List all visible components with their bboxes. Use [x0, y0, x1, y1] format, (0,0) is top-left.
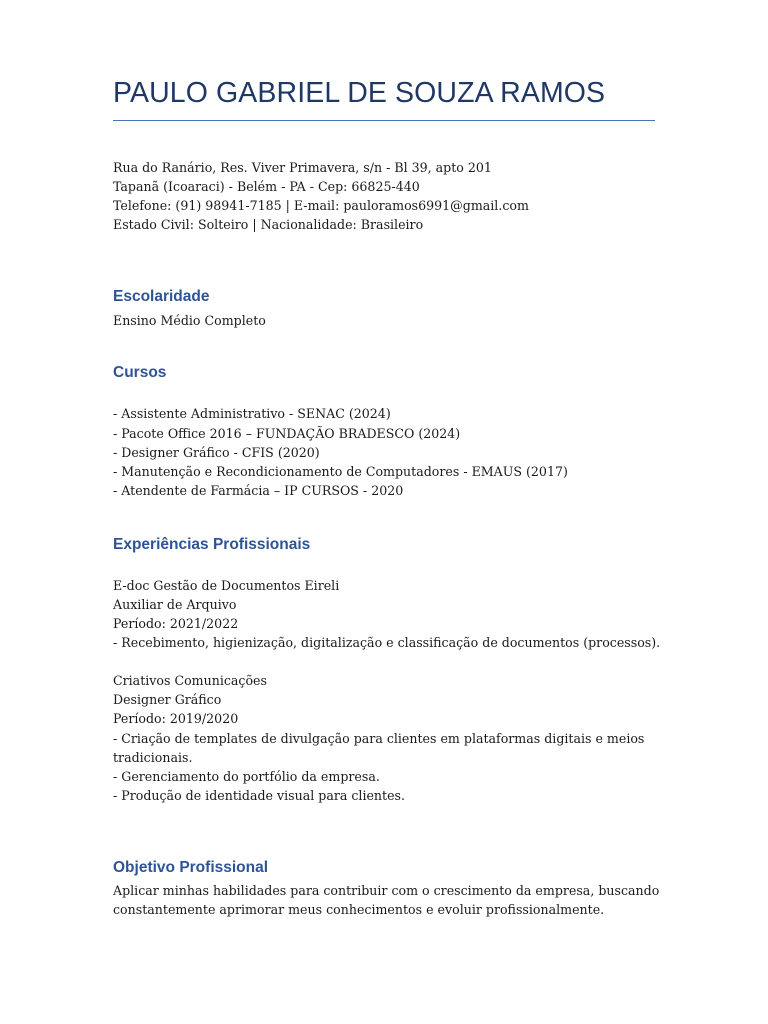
job-task: - Gerenciamento do portfólio da empresa. — [113, 769, 380, 784]
curso-item: - Designer Gráfico - CFIS (2020) — [113, 445, 320, 460]
job-role: Auxiliar de Arquivo — [113, 597, 237, 612]
contact-phone-email: Telefone: (91) 98941-7185 | E-mail: pauloramos6991@gmail.com — [113, 198, 529, 213]
job-company: Criativos Comunicações — [113, 673, 267, 688]
escolaridade-text: Ensino Médio Completo — [113, 313, 266, 328]
curso-item: - Pacote Office 2016 – FUNDAÇÃO BRADESCO (2024) — [113, 426, 461, 441]
job-task: - Recebimento, higienização, digitalização e classificação de documentos (processos). — [113, 635, 661, 650]
job-role: Designer Gráfico — [113, 692, 222, 707]
curso-item: - Manutenção e Recondicionamento de Computadores - EMAUS (2017) — [113, 464, 568, 479]
title-divider — [113, 120, 655, 121]
job-task: tradicionais. — [113, 750, 193, 765]
contact-civil-status: Estado Civil: Solteiro | Nacionalidade: Brasileiro — [113, 217, 424, 232]
contact-city: Tapanã (Icoaraci) - Belém - PA - Cep: 66825-440 — [113, 179, 420, 194]
cursos-heading: Cursos — [113, 364, 167, 381]
job-task: - Produção de identidade visual para clientes. — [113, 788, 406, 803]
contact-address: Rua do Ranário, Res. Viver Primavera, s/n - Bl 39, apto 201 — [113, 160, 492, 175]
curso-item: - Assistente Administrativo - SENAC (2024) — [113, 406, 391, 421]
job-task: - Criação de templates de divulgação para clientes em plataformas digitais e meios — [113, 731, 645, 746]
escolaridade-heading: Escolaridade — [113, 288, 210, 305]
job-period: Período: 2019/2020 — [113, 711, 239, 726]
objetivo-heading: Objetivo Profissional — [113, 859, 269, 876]
experiencias-heading: Experiências Profissionais — [113, 536, 311, 553]
job-company: E-doc Gestão de Documentos Eireli — [113, 578, 340, 593]
curso-item: - Atendente de Farmácia – IP CURSOS - 2020 — [113, 483, 404, 498]
objetivo-text: Aplicar minhas habilidades para contribuir com o crescimento da empresa, buscando — [113, 883, 660, 898]
job-period: Período: 2021/2022 — [113, 616, 239, 631]
objetivo-text: constantemente aprimorar meus conhecimentos e evoluir profissionalmente. — [113, 902, 605, 917]
candidate-name: PAULO GABRIEL DE SOUZA RAMOS — [113, 77, 606, 109]
